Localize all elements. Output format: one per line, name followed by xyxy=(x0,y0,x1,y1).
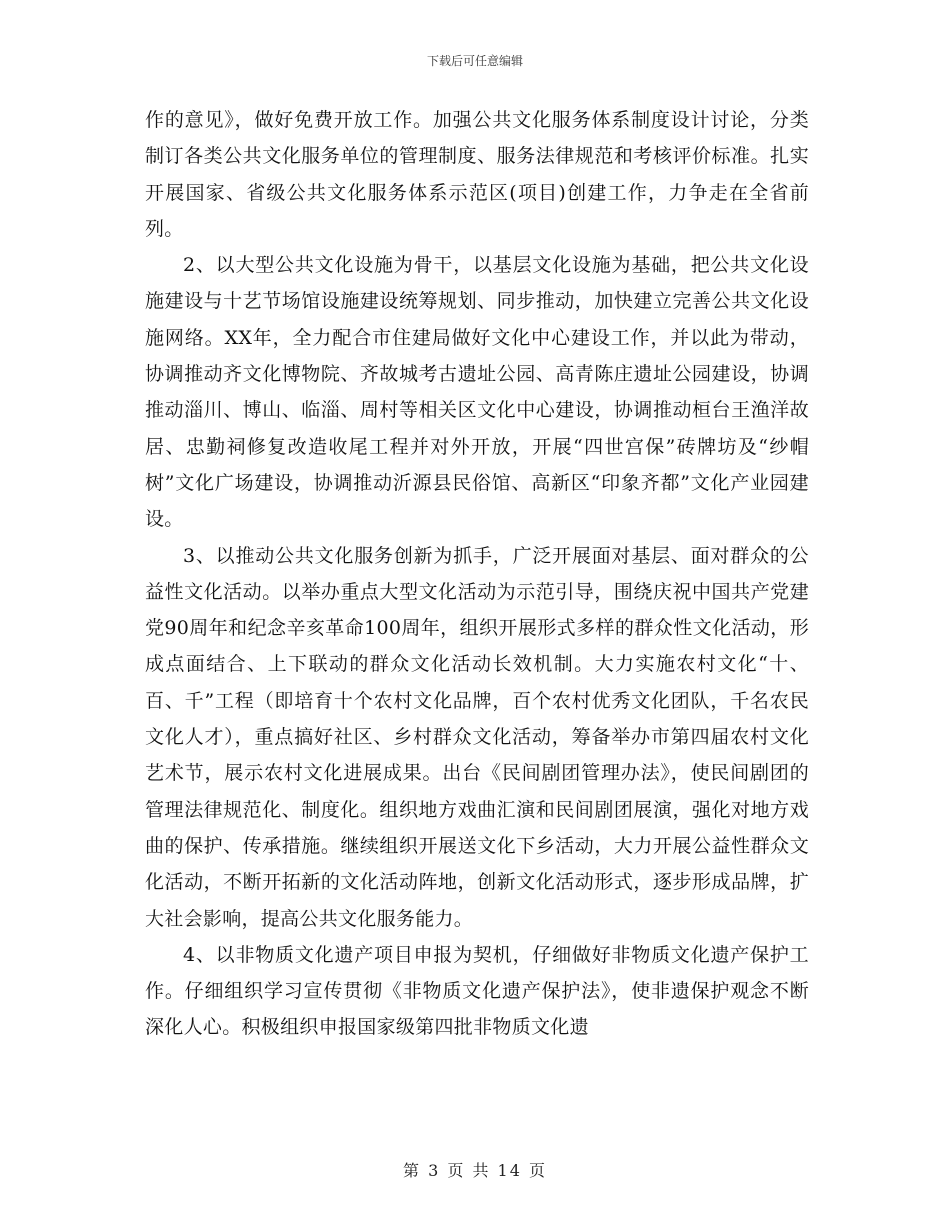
page-header: 下载后可任意编辑 xyxy=(426,54,523,68)
page-number-footer: 第 3 页 共 14 页 xyxy=(403,1161,547,1180)
document-body xyxy=(145,102,809,1046)
paragraph-item-4: 4、以非物质文化遗产项目申报为契机，仔细做好非物质文化遗产保护工作。仔细组织学习宣传贯彻《非物质文化遗产保护法》，使非遗保护观念不断深化人心。积极组织申报国家级第四批非物质文化遗 xyxy=(145,943,809,1039)
paragraph-item-3: 3、以推动公共文化服务创新为抓手，广泛开展面对基层、面对群众的公益性文化活动。以举办重点大型文化活动为示范引导，围绕庆祝中国共产党建党90周年和纪念辛亥革命100周年，组织开展形式多样的群众性文化活动，形成点面结合、上下联动的群众文化活动长效机制。大力实施农村文化“十、百、千”工程（即培育十个农村文化品牌，百个农村优秀文化团队，千名农民文化人才），重点搞好社区、乡村群众文化活动，筹备举办市第四届农村文化艺术节，展示农村文化进展成果。出台《民间剧团管理办法》，使民间剧团的管理法律规范化、制度化。组织地方戏曲汇演和民间剧团展演，强化对地方戏曲的保护、传承措施。继续组织开展送文化下乡活动，大力开展公益性群众文化活动，不断开拓新的文化活动阵地，创新文化活动形式，逐步形成品牌，扩大社会影响，提高公共文化服务能力。 xyxy=(145,544,809,930)
paragraph-continuation: 作的意见》，做好免费开放工作。加强公共文化服务体系制度设计讨论，分类制订各类公共文化服务单位的管理制度、服务法律规范和考核评价标准。扎实开展国家、省级公共文化服务体系示范区(项目)创建工作，力争走在全省前列。 xyxy=(145,109,809,240)
paragraph-item-2: 2、以大型公共文化设施为骨干，以基层文化设施为基础，把公共文化设施建设与十艺节场馆设施建设统筹规划、同步推动，加快建立完善公共文化设施网络。XX年，全力配合市住建局做好文化中心建设工作，并以此为带动，协调推动齐文化博物院、齐故城考古遗址公园、高青陈庄遗址公园建设，协调推动淄川、博山、临淄、周村等相关区文化中心建设，协调推动桓台王渔洋故居、忠勤祠修复改造收尾工程并对外开放，开展“四世宫保”砖牌坊及“纱帽树”文化广场建设，协调推动沂源县民俗馆、高新区“印象齐都”文化产业园建设。 xyxy=(145,254,809,531)
